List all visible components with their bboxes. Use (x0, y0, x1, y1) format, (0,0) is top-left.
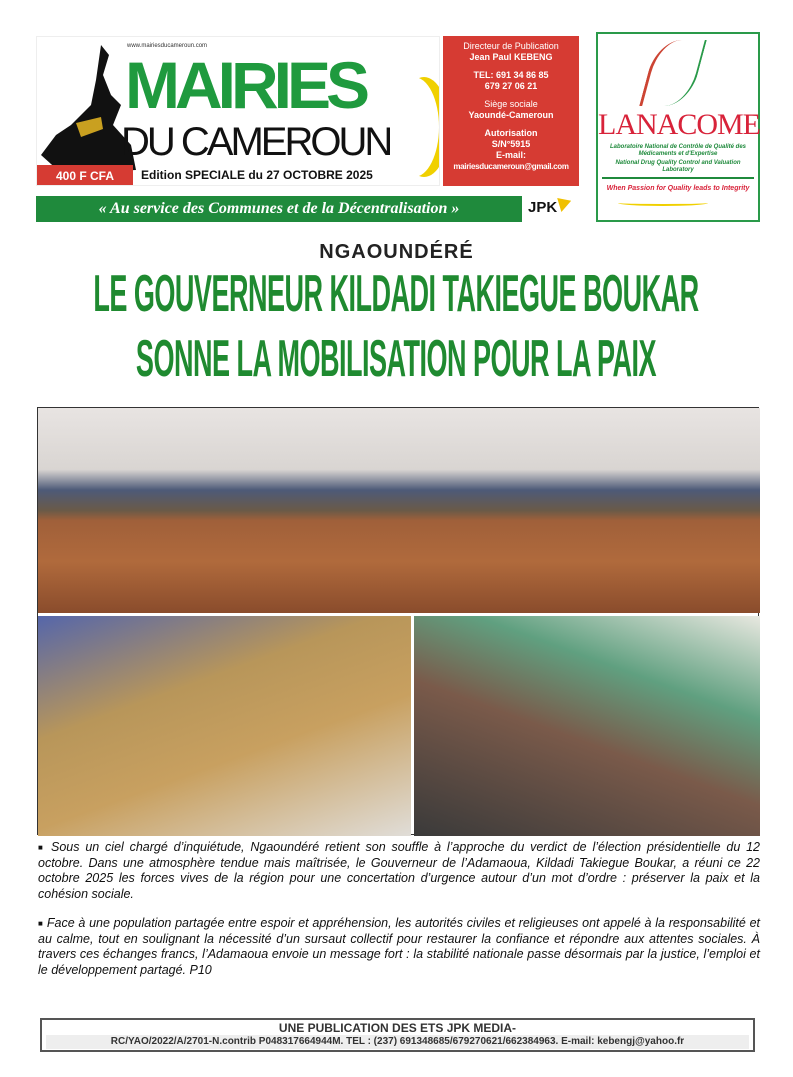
footer-publisher: UNE PUBLICATION DES ETS JPK MEDIA- (278, 1021, 517, 1035)
masthead-subtitle: DU CAMEROUN (121, 120, 391, 164)
slogan-banner: « Au service des Communes et de la Décentralisation » (36, 196, 522, 222)
director-name: Jean Paul KEBENG (469, 52, 553, 62)
figure-logo-icon (639, 40, 707, 106)
headline-line1: LE GOUVERNEUR KILDADI TAKIEGUE BOUKAR (93, 265, 699, 323)
tel1: TEL: 691 34 86 85 (473, 70, 549, 80)
footer-box (40, 1018, 755, 1052)
email-label: E-mail: (495, 150, 526, 160)
auth-label: Autorisation (484, 128, 538, 138)
seat: Yaoundé-Cameroun (468, 110, 554, 120)
crescent-logo (389, 77, 439, 177)
jpk-logo-text: JPK (528, 199, 558, 216)
jpk-logo-mark (557, 198, 571, 212)
jpk-logo (528, 198, 588, 222)
paragraph (38, 840, 760, 902)
paragraph (38, 916, 760, 978)
director-label: Directeur de Publication (463, 41, 559, 51)
price-badge: 400 F CFA (37, 165, 133, 186)
photo-officials-table (38, 408, 760, 613)
publication-info (443, 36, 579, 186)
email: mairiesducameroun@gmail.com (453, 162, 569, 171)
paragraph-text: Face à une population partagée entre espoir et appréhension, les autorités civiles et religieuses ont appelé à la responsabilité et au calme, tout en soulignant la nécessité d’un sursaut collectif pour restaurer la confiance et répondre aux attentes sociales. À travers ces échanges francs, l’Adamaoua envoie un message fort : la stabilité nationale passe désormais par la justice, l’emploi et le développement partagé. P10 (38, 916, 760, 977)
photo-religious-leaders (414, 616, 760, 836)
ad-tagline: When Passion for Quality leads to Integrity (606, 185, 750, 192)
photo-audience-officers (38, 616, 411, 836)
masthead (36, 36, 440, 186)
swoosh-decoration (618, 200, 708, 206)
ad-name: LANACOME (598, 108, 760, 141)
seat-label: Siège sociale (484, 99, 538, 109)
website-url: www.mairiesducameroun.com (127, 43, 208, 49)
ad-line2: National Drug Quality Control and Valuation Laboratory (602, 160, 754, 179)
bullet-icon: ■ (38, 919, 44, 929)
photo-collage (37, 407, 759, 835)
paragraph-text: Sous un ciel chargé d’inquiétude, Ngaoundéré retient son souffle à l’approche du verdict de l’élection présidentielle du 12 octobre. Dans une atmosphère tendue mais maîtrisée, le Gouverneur de l’Adamaoua, Kildadi Takiegue Boukar, a réuni ce 22 octobre 2025 les forces vives de la région pour une concertation d’urgence autour d’un mot d’ordre : préserver la paix et la cohésion sociale. (38, 840, 760, 901)
ad-line1: Laboratoire National de Contrôle de Qualité des Médicaments et d'Expertise (609, 144, 747, 157)
lanacome-ad (596, 32, 760, 222)
edition-date: Edition SPECIALE du 27 OCTOBRE 2025 (141, 168, 373, 182)
auth: S/N°5915 (491, 139, 531, 149)
article-summary (38, 840, 760, 992)
headline-line2: SONNE LA MOBILISATION POUR LA PAIX (135, 330, 657, 388)
bullet-icon: ■ (38, 843, 46, 852)
footer-contact: RC/YAO/2022/A/2701-N.contrib P048317664944M. TEL : (237) 691348685/679270621/662384963. E-mail: kebengj@yahoo.fr (46, 1035, 749, 1049)
masthead-title: MAIRIES (125, 48, 366, 122)
tel2: 679 27 06 21 (484, 81, 538, 91)
kicker: NGAOUNDÉRÉ (319, 241, 474, 263)
